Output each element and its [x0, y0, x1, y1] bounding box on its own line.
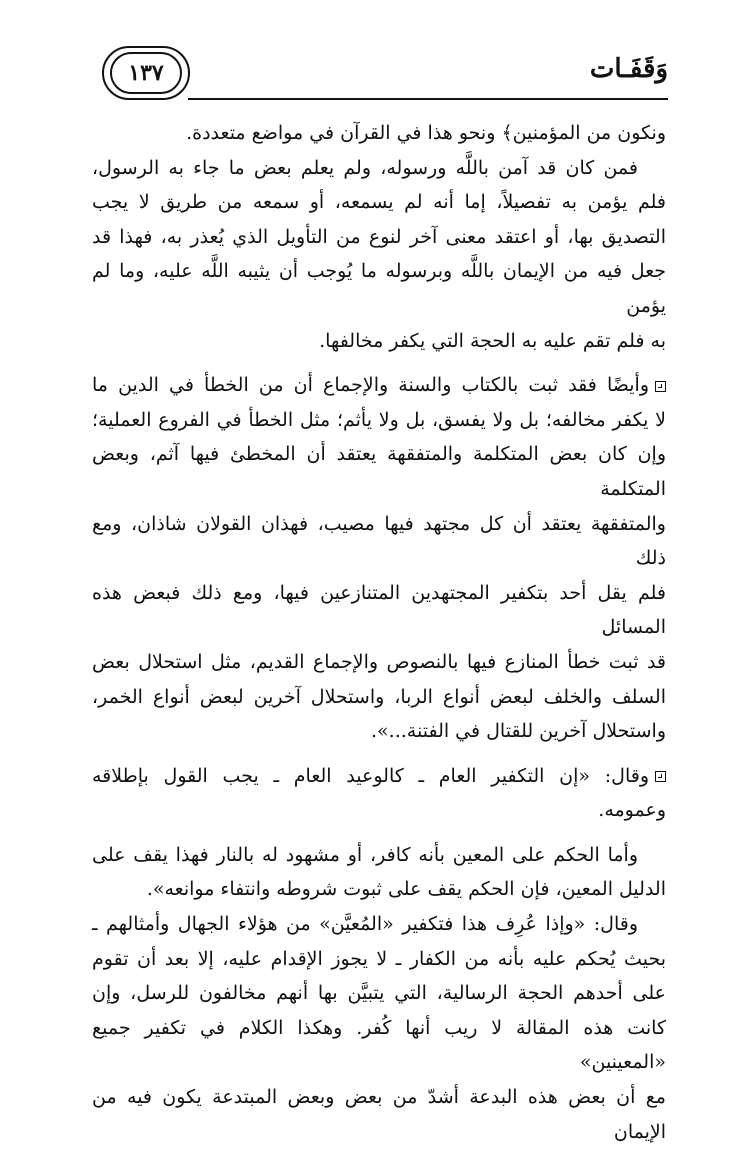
- square-bullet-icon: [655, 381, 666, 392]
- text-line-content: قد ثبت خطأ المنازع فيها بالنصوص والإجماع القديم، مثل استحلال بعض: [92, 650, 666, 673]
- text-line-content: فلم يؤمن به تفصيلاً، إما أنه لم يسمعه، أو سمعه من طريق لا يجب: [92, 191, 666, 214]
- body-text: [92, 116, 666, 1149]
- paragraph: [92, 759, 666, 828]
- text-line-content: الدليل المعين، فإن الحكم يقف على ثبوت شروطه وانتفاء موانعه».: [146, 878, 666, 901]
- text-line-content: فلم يقل أحد بتكفير المجتهدين المتنازعين فيها، ومع ذلك فبعض هذه المسائل: [92, 581, 666, 639]
- text-line-content: وقال: «إن التكفير العام ـ كالوعيد العام ـ يجب القول بإطلاقه: [92, 764, 649, 787]
- text-line: [92, 838, 666, 873]
- text-line-content: وأما الحكم على المعين بأنه كافر، أو مشهود له بالنار فهذا يقف على: [92, 843, 638, 866]
- paragraph: [92, 151, 666, 359]
- text-line: [92, 1011, 666, 1080]
- text-line: [92, 185, 666, 220]
- paragraph: [92, 368, 666, 749]
- square-bullet-icon: [655, 771, 666, 782]
- text-line-content: وأيضًا فقد ثبت بالكتاب والسنة والإجماع أن من الخطأ في الدين ما: [92, 374, 649, 397]
- running-title: وَقَفَـات: [589, 54, 668, 84]
- text-line: [92, 680, 666, 715]
- text-line: [92, 576, 666, 645]
- text-line-content: فمن كان قد آمن باللَّه ورسوله، ولم يعلم بعض ما جاء به الرسول،: [92, 156, 638, 179]
- text-line-content: السلف والخلف لبعض أنواع الربا، واستحلال آخرين لبعض أنواع الخمر،: [92, 685, 666, 708]
- text-line: [92, 1080, 666, 1149]
- text-line-content: والمتفقهة يعتقد أن كل مجتهد فيها مصيب، فهذان القولان شاذان، ومع ذلك: [92, 512, 666, 570]
- text-line: [92, 324, 666, 359]
- text-line: [92, 116, 666, 151]
- text-line-content: على أحدهم الحجة الرسالية، التي يتبيَّن بها أنهم مخالفون للرسل، وإن: [92, 982, 666, 1005]
- text-line-content: لا يكفر مخالفه؛ بل ولا يفسق، بل ولا يأثم؛ مثل الخطأ في الفروع العملية؛: [92, 408, 666, 431]
- text-line: [92, 437, 666, 506]
- text-line-content: بحيث يُحكم عليه بأنه من الكفار ـ لا يجوز الإقدام عليه، إلا بعد أن تقوم: [92, 947, 666, 970]
- text-line: [92, 151, 666, 186]
- header-rule: [188, 98, 668, 100]
- text-line: [92, 907, 666, 942]
- text-line-content: التصديق بها، أو اعتقد معنى آخر لنوع من التأويل الذي يُعذر به، فهذا قد: [92, 225, 666, 248]
- text-line: [92, 793, 666, 828]
- text-line-content: واستحلال آخرين للقتال في الفتنة...».: [371, 720, 666, 743]
- text-line-content: مع أن بعض هذه البدعة أشدّ من بعض وبعض المبتدعة يكون فيه من الإيمان: [92, 1086, 666, 1143]
- text-line-content: وعمومه.: [598, 799, 666, 822]
- text-line: [92, 645, 666, 680]
- text-line: [92, 507, 666, 576]
- text-line: [92, 714, 666, 749]
- page-header: [88, 46, 668, 102]
- text-line-content: به فلم تقم عليه به الحجة التي يكفر مخالفها.: [319, 329, 666, 352]
- text-line-content: وقال: «وإذا عُرِف هذا فتكفير «المُعيَّن» من هؤلاء الجهال وأمثالهم ـ: [92, 913, 638, 936]
- text-line-content: كانت هذه المقالة لا ريب أنها كُفر. وهكذا الكلام في تكفير جميع «المعينين»: [92, 1016, 666, 1074]
- text-line: [92, 872, 666, 907]
- paragraph: [92, 116, 666, 151]
- text-line: [92, 403, 666, 438]
- text-line: [92, 942, 666, 977]
- text-line-content: وإن كان بعض المتكلمة والمتفقهة يعتقد أن المخطئ فيها آثم، وبعض المتكلمة: [92, 443, 666, 500]
- text-line: [92, 976, 666, 1011]
- paragraph: [92, 907, 666, 1149]
- page-number: ١٣٧: [110, 52, 182, 94]
- text-line: [92, 220, 666, 255]
- paragraph: [92, 838, 666, 907]
- text-line: [92, 759, 666, 794]
- text-line: [92, 254, 666, 323]
- text-line-content: ونكون من المؤمنين﴾ ونحو هذا في القرآن في مواضع متعددة.: [186, 122, 666, 144]
- text-line: [92, 368, 666, 403]
- text-line-content: جعل فيه من الإيمان باللَّه وبرسوله ما يُوجب أن يثيبه اللَّه عليه، وما لم يؤمن: [92, 260, 666, 317]
